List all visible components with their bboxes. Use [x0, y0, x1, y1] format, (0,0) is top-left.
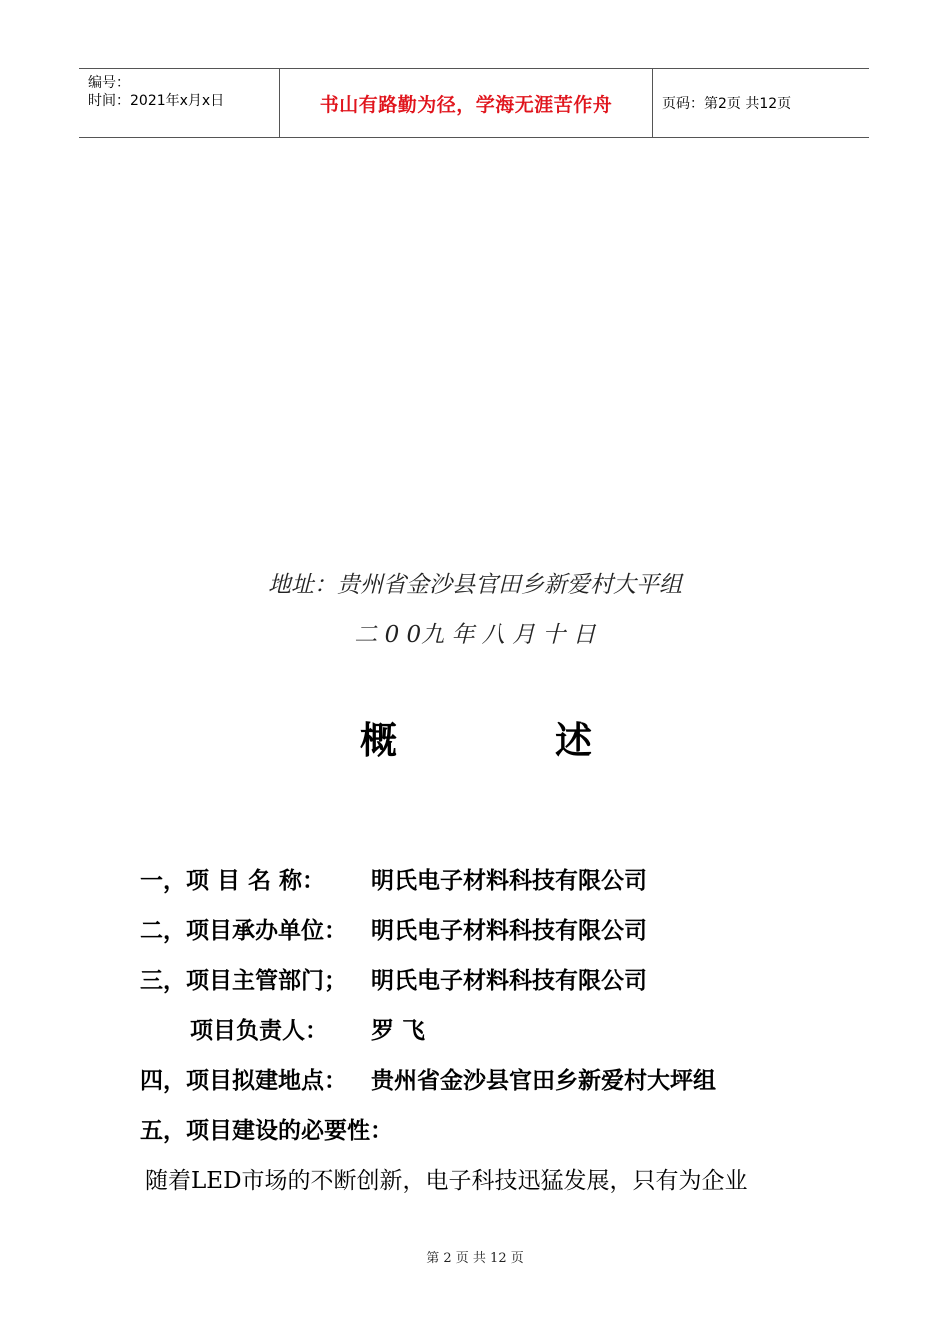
project-items: [140, 862, 860, 1162]
item-construction-site: [140, 1062, 860, 1112]
item-necessity: [140, 1112, 860, 1162]
item-label: 一，项 目 名 称：: [140, 868, 326, 894]
section-title-char-2: 述: [555, 719, 592, 762]
item-label: 四，项目拟建地点：: [140, 1068, 347, 1094]
header-meta-cell: [79, 69, 280, 137]
item-value: 明氏电子材料科技有限公司: [371, 968, 647, 994]
header-motto-cell: [280, 69, 653, 137]
item-label: 五，项目建设的必要性：: [140, 1118, 393, 1144]
section-title-char-1: 概: [360, 719, 397, 762]
item-label: 二，项目承办单位：: [140, 918, 347, 944]
item-value: 贵州省金沙县官田乡新爱村大坪组: [371, 1068, 716, 1094]
serial-label: 编号：: [88, 75, 130, 91]
item-project-name: [140, 862, 860, 912]
page-info: 页码：第2页 共12页: [662, 96, 792, 112]
item-label: 三，项目主管部门；: [140, 968, 347, 994]
time-label: 时间：2021年x月x日: [88, 93, 225, 109]
item-undertaking-unit: [140, 912, 860, 962]
item-value: 罗 飞: [371, 1018, 426, 1044]
item-value: 明氏电子材料科技有限公司: [371, 918, 647, 944]
section-title: [360, 710, 592, 764]
date-line: 二 0 0九 年 八 月 十 日: [354, 622, 596, 648]
address-line: 地址：贵州省金沙县官田乡新爱村大平组: [268, 572, 682, 598]
item-project-leader: [140, 1012, 860, 1062]
item-value: 明氏电子材料科技有限公司: [371, 868, 647, 894]
motto-text: 书山有路勤为径，学海无涯苦作舟: [319, 93, 613, 116]
body-paragraph: 随着LED市场的不断创新，电子科技迅猛发展，只有为企业: [145, 1168, 748, 1194]
page-footer: 第 2 页 共 12 页: [426, 1251, 524, 1266]
item-label: 项目负责人：: [190, 1018, 328, 1044]
header-page-cell: [653, 69, 869, 137]
item-supervising-dept: [140, 962, 860, 1012]
page-header: [79, 68, 869, 138]
